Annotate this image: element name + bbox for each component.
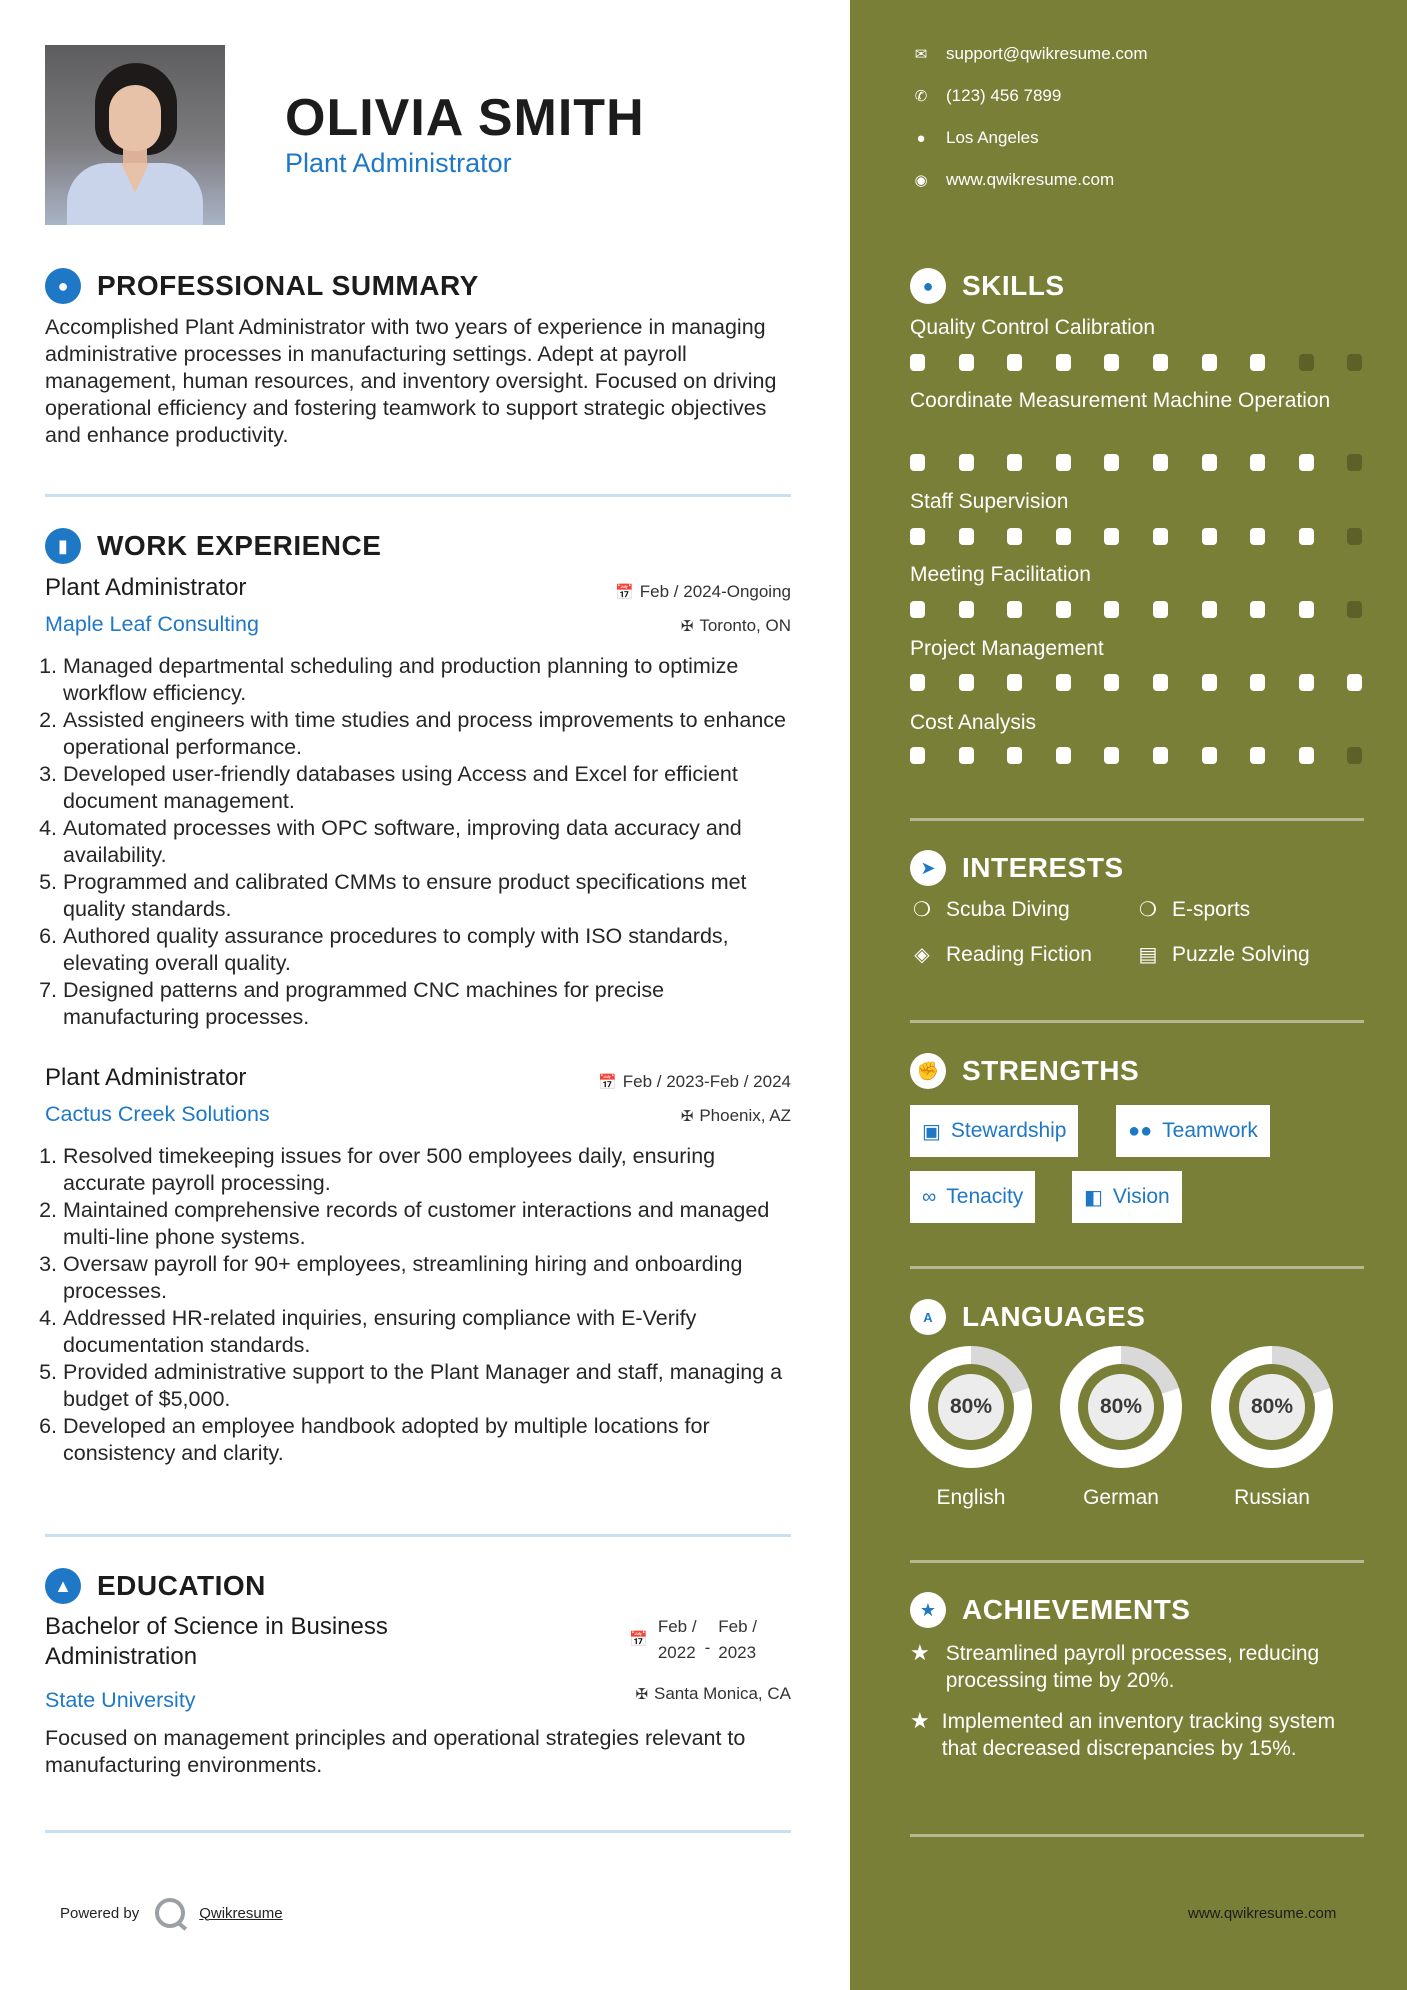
skill-name: Cost Analysis (910, 711, 1037, 734)
qwikresume-link[interactable]: Qwikresume (199, 1904, 283, 1922)
rating-dot (1104, 354, 1119, 371)
briefcase-icon: ▣ (922, 1120, 941, 1143)
education-location: ✠ Santa Monica, CA (635, 1684, 791, 1703)
achievement-item: ★ Implemented an inventory tracking system that decreased discrepancies by 15%. (910, 1708, 1336, 1760)
job-title: Plant Administrator (45, 574, 247, 601)
user-icon: ● (45, 268, 81, 304)
rating-dot (1153, 674, 1168, 691)
skill-name: Staff Supervision (910, 490, 1069, 513)
rating-dot (959, 747, 974, 764)
calendar-icon: 📅 (615, 584, 634, 601)
experience-title: WORK EXPERIENCE (97, 530, 382, 561)
gamepad-icon: ◈ (914, 944, 930, 966)
skill-name: Quality Control Calibration (910, 316, 1156, 339)
education-dates: 📅 Feb / 2022 - Feb / 2023 (629, 1617, 757, 1662)
skill-rating (910, 454, 1396, 471)
profile-photo (45, 45, 225, 225)
skills-title: SKILLS (962, 270, 1065, 301)
education-title: EDUCATION (97, 1570, 266, 1601)
rating-dot (1153, 747, 1168, 764)
job-bullets (45, 1143, 791, 1467)
section-divider (910, 1020, 1364, 1023)
job-company: Cactus Creek Solutions (45, 1102, 270, 1126)
rating-dot (1104, 674, 1119, 691)
section-divider (910, 1266, 1364, 1269)
lightbulb-icon: ● (910, 268, 946, 304)
rating-dot (1153, 354, 1168, 371)
job-location: ✠ Toronto, ON (680, 616, 791, 635)
rating-dot (1299, 674, 1314, 691)
experience-heading (45, 528, 381, 564)
rating-dot (1007, 528, 1022, 545)
section-divider (45, 494, 791, 497)
rating-dot (1250, 601, 1265, 618)
rating-dot (1347, 354, 1362, 371)
skill-item (910, 488, 1370, 515)
rating-dot (1056, 674, 1071, 691)
language-name: German (1083, 1486, 1159, 1509)
rating-dot (1104, 528, 1119, 545)
rating-dot (1104, 601, 1119, 618)
interests-title: INTERESTS (962, 852, 1124, 883)
envelope-icon: ✉ (914, 46, 928, 63)
interest-item: ❍ E-sports (1136, 897, 1250, 922)
interest-item: ◈ Reading Fiction (910, 942, 1092, 967)
powered-by: Powered by Qwikresume (60, 1898, 283, 1928)
rating-dot (910, 601, 925, 618)
language-name: English (936, 1486, 1006, 1509)
rating-dot (1347, 528, 1362, 545)
education-entry (45, 1612, 791, 1779)
rating-dot (910, 674, 925, 691)
language-ring (910, 1346, 1032, 1468)
pin-icon: ✠ (680, 618, 694, 635)
rating-dot (1007, 601, 1022, 618)
skill-rating (910, 601, 1396, 618)
language-ring (1060, 1346, 1182, 1468)
rating-dot (1056, 454, 1071, 471)
language-percent: 80% (938, 1374, 1004, 1440)
education-heading (45, 1568, 266, 1604)
rating-dot (1007, 674, 1022, 691)
paper-plane-icon: ➤ (910, 850, 946, 886)
strengths-title: STRENGTHS (962, 1055, 1140, 1086)
pin-icon: ✠ (635, 1686, 648, 1703)
skills-heading (910, 268, 1065, 304)
rating-dot (910, 354, 925, 371)
rating-dot (910, 747, 925, 764)
rating-dot (910, 528, 925, 545)
skill-item (910, 387, 1370, 414)
summary-heading (45, 268, 479, 304)
star-badge-icon: ★ (910, 1592, 946, 1628)
section-divider (910, 1834, 1364, 1837)
rating-dot (1299, 354, 1314, 371)
job-entry-2 (45, 1064, 791, 1467)
job-dates: 📅 Feb / 2023-Feb / 2024 (598, 1072, 791, 1091)
skill-rating (910, 747, 1396, 764)
list-item: 5. Programmed and calibrated CMMs to ensure product specifications met quality standards. (63, 869, 791, 923)
achievement-item: ★ Streamlined payroll processes, reducing processing time by 20%. (910, 1640, 1320, 1692)
contact-email[interactable]: ✉ support@qwikresume.com (910, 44, 1148, 64)
calendar-icon: 📅 (629, 1631, 648, 1648)
achievements-title: ACHIEVEMENTS (962, 1594, 1191, 1625)
rating-dot (1202, 528, 1217, 545)
rating-dot (1250, 674, 1265, 691)
school-name: State University (45, 1688, 196, 1712)
users-icon: ●● (1128, 1119, 1153, 1142)
list-item: 6. Authored quality assurance procedures to comply with ISO standards, elevating overall quality. (63, 923, 791, 977)
language-ring (1211, 1346, 1333, 1468)
fist-icon: ✊ (910, 1053, 946, 1089)
job-title: Plant Administrator (45, 1064, 247, 1091)
list-item: 1. Resolved timekeeping issues for over 500 employees daily, ensuring accurate payroll processing. (63, 1143, 791, 1197)
rating-dot (1347, 747, 1362, 764)
rating-dot (1056, 528, 1071, 545)
education-text: Focused on management principles and operational strategies relevant to manufacturing environments. (45, 1726, 746, 1777)
contact-website[interactable]: ◉ www.qwikresume.com (910, 170, 1114, 190)
job-company: Maple Leaf Consulting (45, 612, 259, 636)
list-item: 7. Designed patterns and programmed CNC machines for precise manufacturing processes. (63, 977, 791, 1031)
translate-icon: A (910, 1299, 946, 1335)
skill-rating (910, 528, 1396, 545)
rating-dot (1007, 747, 1022, 764)
languages-heading (910, 1299, 1145, 1335)
rating-dot (1299, 454, 1314, 471)
rating-dot (1250, 747, 1265, 764)
link-icon: ∞ (922, 1185, 937, 1208)
binoculars-icon: ◧ (1084, 1186, 1103, 1209)
rating-dot (959, 601, 974, 618)
section-divider (45, 1830, 791, 1833)
rating-dot (1202, 454, 1217, 471)
book-icon: ▤ (1138, 944, 1158, 966)
list-item: 2. Maintained comprehensive records of customer interactions and managed multi-line phone systems. (63, 1197, 791, 1251)
job-entry-1 (45, 574, 791, 1031)
rating-dot (1250, 528, 1265, 545)
rating-dot (1056, 354, 1071, 371)
job-bullets (45, 653, 791, 1031)
section-divider (910, 818, 1364, 821)
rating-dot (910, 454, 925, 471)
language-percent: 80% (1239, 1374, 1305, 1440)
skill-name: Coordinate Measurement Machine Operation (910, 389, 1331, 412)
language-item (910, 1346, 1032, 1510)
rating-dot (1007, 454, 1022, 471)
rating-dot (1104, 454, 1119, 471)
list-item: 6. Developed an employee handbook adopted by multiple locations for consistency and clarity. (63, 1413, 791, 1467)
calendar-icon: 📅 (598, 1074, 617, 1091)
phone-icon: ✆ (914, 88, 928, 105)
rating-dot (1202, 601, 1217, 618)
rating-dot (1250, 354, 1265, 371)
strength-chip: ◧ Vision (1072, 1171, 1182, 1223)
shooting-star-icon: ★ (910, 1640, 930, 1665)
rating-dot (1299, 528, 1314, 545)
list-item: 5. Provided administrative support to the Plant Manager and staff, managing a budget of $5,000. (63, 1359, 791, 1413)
rating-dot (959, 454, 974, 471)
language-name: Russian (1234, 1486, 1310, 1509)
rating-dot (1299, 601, 1314, 618)
section-divider (910, 1560, 1364, 1563)
rating-dot (959, 354, 974, 371)
rating-dot (1347, 674, 1362, 691)
skill-item (910, 635, 1370, 662)
rating-dot (1299, 747, 1314, 764)
contact-phone[interactable]: ✆ (123) 456 7899 (910, 86, 1061, 106)
lifebuoy-icon: ❍ (913, 899, 931, 921)
rating-dot (1153, 528, 1168, 545)
rating-dot (959, 674, 974, 691)
candidate-job-title: Plant Administrator (285, 148, 512, 178)
rating-dot (1153, 601, 1168, 618)
graduation-cap-icon: ▲ (45, 1568, 81, 1604)
interest-item: ▤ Puzzle Solving (1136, 942, 1310, 967)
shooting-star-icon: ★ (910, 1708, 930, 1733)
strength-chip: ∞ Tenacity (910, 1171, 1035, 1223)
globe-icon: ◉ (914, 172, 928, 189)
rating-dot (1202, 747, 1217, 764)
pin-icon: ✠ (680, 1108, 694, 1125)
strength-chip: ●● Teamwork (1116, 1105, 1270, 1157)
skill-item (910, 561, 1370, 588)
summary-text: Accomplished Plant Administrator with two years of experience in managing administrative processes in manufacturing settings. Adept at payroll management, human resources, and inventory oversight. Focused on driving operational efficiency and fostering teamwork to support strategic objectives and enhance productivity. (45, 315, 777, 447)
skill-item (910, 709, 1370, 736)
rating-dot (1007, 354, 1022, 371)
skill-rating (910, 354, 1396, 371)
summary-title: PROFESSIONAL SUMMARY (97, 270, 479, 301)
list-item: 2. Assisted engineers with time studies and process improvements to enhance operational performance. (63, 707, 791, 761)
achievements-heading (910, 1592, 1190, 1628)
rating-dot (1153, 454, 1168, 471)
job-dates: 📅 Feb / 2024-Ongoing (615, 582, 791, 601)
skill-name: Project Management (910, 637, 1104, 660)
skill-name: Meeting Facilitation (910, 563, 1091, 586)
section-divider (45, 1534, 791, 1537)
contact-location: ● Los Angeles (910, 128, 1039, 148)
list-item: 1. Managed departmental scheduling and production planning to optimize workflow efficiency. (63, 653, 791, 707)
rating-dot (1202, 674, 1217, 691)
languages-title: LANGUAGES (962, 1301, 1146, 1332)
rating-dot (959, 528, 974, 545)
language-item (1211, 1346, 1333, 1510)
strength-chip: ▣ Stewardship (910, 1105, 1078, 1157)
degree: Bachelor of Science in Business Administration (45, 1613, 388, 1670)
language-item (1060, 1346, 1182, 1510)
interests-heading (910, 850, 1124, 886)
strengths-heading (910, 1053, 1139, 1089)
rating-dot (1104, 747, 1119, 764)
candidate-name: OLIVIA SMITH (285, 89, 645, 147)
list-item: 3. Developed user-friendly databases using Access and Excel for efficient document management. (63, 761, 791, 815)
rating-dot (1347, 454, 1362, 471)
rating-dot (1347, 601, 1362, 618)
lifebuoy-icon: ❍ (1139, 899, 1157, 921)
rating-dot (1202, 354, 1217, 371)
job-location: ✠ Phoenix, AZ (680, 1106, 791, 1125)
language-percent: 80% (1088, 1374, 1154, 1440)
skill-item (910, 314, 1370, 341)
rating-dot (1250, 454, 1265, 471)
interest-item: ❍ Scuba Diving (910, 897, 1070, 922)
list-item: 3. Oversaw payroll for 90+ employees, streamlining hiring and onboarding processes. (63, 1251, 791, 1305)
rating-dot (1056, 747, 1071, 764)
qwikresume-logo-icon (155, 1898, 185, 1928)
sidebar (850, 0, 1407, 1990)
map-marker-icon: ● (916, 129, 926, 147)
list-item: 4. Automated processes with OPC software, improving data accuracy and availability. (63, 815, 791, 869)
footer-url[interactable]: www.qwikresume.com (1188, 1905, 1337, 1922)
list-item: 4. Addressed HR-related inquiries, ensuring compliance with E-Verify documentation standards. (63, 1305, 791, 1359)
rating-dot (1056, 601, 1071, 618)
briefcase-icon: ▮ (45, 528, 81, 564)
skill-rating (910, 674, 1396, 691)
